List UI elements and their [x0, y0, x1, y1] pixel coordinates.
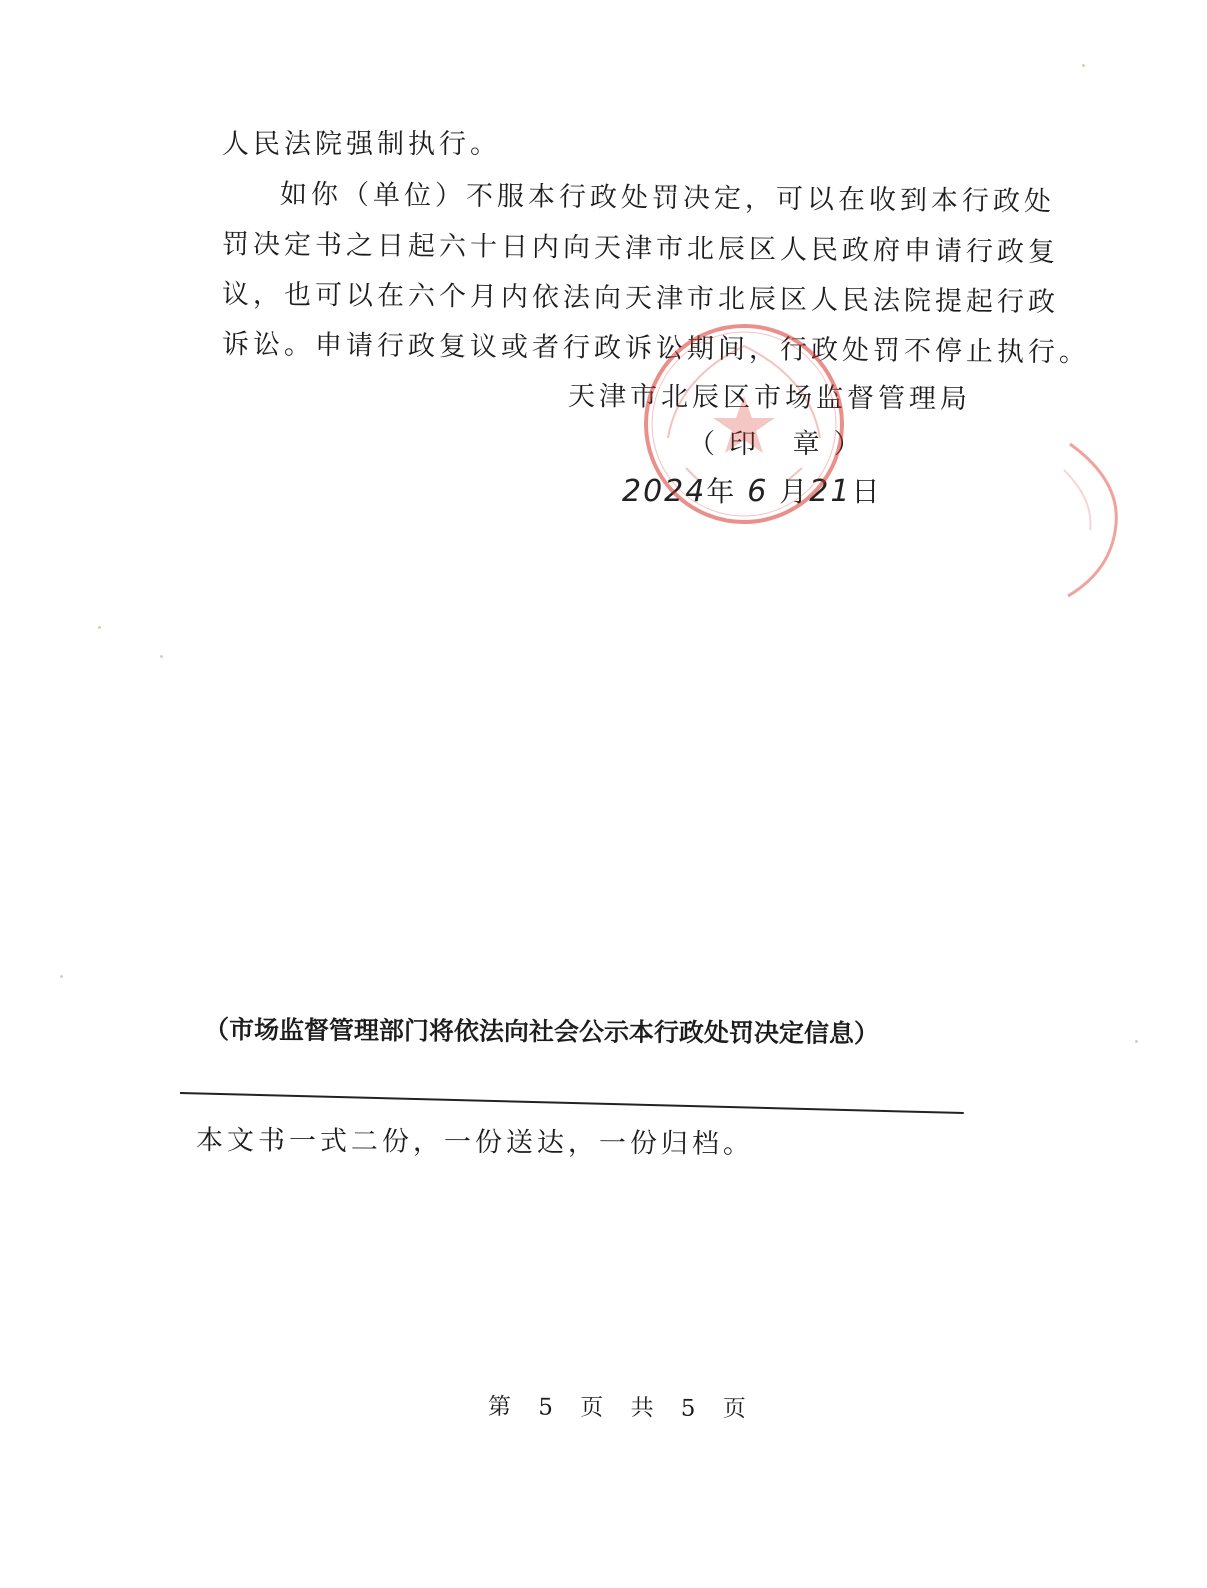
- date-day: 21: [809, 474, 852, 509]
- date-month: 6: [747, 474, 769, 509]
- public-disclosure-notice: （市场监督管理部门将依法向社会公示本行政处罚决定信息）: [203, 1015, 880, 1049]
- page-number: 第 5 页 共 5 页: [487, 1394, 756, 1423]
- paragraph-line: 人民法院强制执行。: [222, 129, 501, 160]
- paragraph-line: 诉讼。申请行政复议或者行政诉讼期间，行政处罚不停止执行。: [221, 329, 1091, 369]
- scan-speck: [1082, 64, 1085, 67]
- divider-line: [180, 1092, 964, 1114]
- date-year: 2024: [622, 474, 707, 509]
- scan-speck: [60, 975, 63, 978]
- scan-speck: [160, 655, 163, 658]
- date-year-suffix: 年: [706, 475, 737, 508]
- paragraph-line: 罚决定书之日起六十日内向天津市北辰区人民政府申请行政复: [221, 229, 1060, 269]
- seal-label: （印 章）: [688, 429, 875, 460]
- paragraph-line: 如你（单位）不服本行政处罚决定，可以在收到本行政处: [279, 179, 1056, 218]
- issuer-name: 天津市北辰区市场监督管理局: [567, 381, 972, 415]
- copies-note: 本文书一式二份，一份送达，一份归档。: [195, 1125, 755, 1160]
- date-month-suffix: 月: [779, 475, 810, 508]
- date-day-suffix: 日: [851, 475, 882, 508]
- scan-speck: [98, 626, 101, 629]
- scan-speck: [1135, 1040, 1138, 1043]
- paragraph-line: 议，也可以在六个月内依法向天津市北辰区人民法院提起行政: [221, 279, 1060, 319]
- signature-date: [622, 470, 882, 510]
- cross-page-seal-stamp: [1050, 440, 1120, 600]
